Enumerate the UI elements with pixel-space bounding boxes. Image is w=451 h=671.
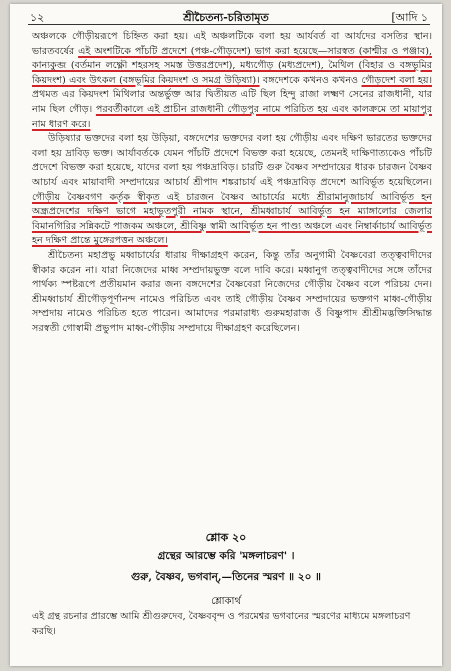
underlined-text-segment: এই অংশটিকে পাঁচটি প্রদেশে (পঞ্চ-গৌড়দেশ) ভাগ করা হয়েছে—সারস্বত (কাশ্মীর ও পঞ্জাব), কান্যকুব্জ (বর্তমান লক্ষ্ণৌ শহরসহ সমস্ত উত্তরপ্রদেশ), মধ্যগৌড় (মধ্যপ্রদেশ), মৈথিল (বিহার ও বঙ্গভূমির কিয়দংশ) এবং উৎকল (বঙ্গভূমির কিয়দংশ ও সমগ্র উড়িষ্যা)। bbox=[32, 45, 433, 86]
header-rule bbox=[28, 24, 430, 25]
purport-paragraph-2 bbox=[32, 132, 432, 249]
purport-paragraph-1 bbox=[32, 30, 432, 132]
translation-text: এই গ্রন্থ রচনার প্রারম্ভে আমি শ্রীগুরুদেব, বৈষ্ণববৃন্দ ও পরমেশ্বর ভগবানের স্মরণের মাধ্যমে মঙ্গলাচরণ করছি। bbox=[32, 611, 411, 637]
page-header bbox=[10, 4, 442, 26]
underlined-text-segment: গৌড়ীয় বৈষ্ণবগণ কর্তৃক স্বীকৃত এই চারজন বৈষ্ণব আচার্যের মধ্যে শ্রীরামানুজাচার্য আবির্ভূত হন অন্ধ্রপ্রদেশের দক্ষিণ ভাগে মহাভূতপুরী নামক স্থানে, শ্রীমধ্বাচার্য আবির্ভূত হন ম্যাঙ্গালোর জেলার বিমানগিরির সন্নিকটে পাজকম অঞ্চলে, শ্রীবিষ্ণু স্বামী আবির্ভূত হন পাণ্ড্য অঞ্চলে এবং নিম্বার্কাচার্য আবির্ভূত হন দক্ষিণ প্রান্তে মুঙ্গেরপত্তন অঞ্চলে। bbox=[32, 191, 432, 247]
purport-text bbox=[32, 30, 432, 336]
text-segment: শ্রীচৈতন্য মহাপ্রভু মধ্বাচার্যের ধারায় দীক্ষাগ্রহণ করেন, কিন্তু তাঁর অনুগামী বৈষ্ণবেরা তত্ত্ববাদীদের স্বীকার করেন না। যারা নিজেদের মাধ্ব সম্প্রদায়ভুক্ত বলে দাবি করে। মধ্বানুগ তত্ত্ববাদীদের সঙ্গে তাঁদের পার্থক্য স্পষ্টরূপে প্রতীয়মান করার জন্য বঙ্গদেশের বৈষ্ণবেরা নিজেদের গৌড়ীয় বৈষ্ণব বলে পরিচয় দেন। শ্রীমধ্বাচার্য শ্রীগৌড়পূর্ণানন্দ নামেও পরিচিত এবং তাই গৌড়ীয় বৈষ্ণব সম্প্রদায়ের ভক্তগণ মাধ্ব-গৌড়ীয় সম্প্রদায় নামেও পরিচিত হতে পারেন। আমাদের পরমারাধ্য গুরুমহারাজ ওঁ বিষ্ণুপাদ শ্রীশ্রীমদ্ভক্তিসিদ্ধান্ত সরস্বতী গোস্বামী প্রভুপাদ মাধ্ব-গৌড়ীয় সম্প্রদায়ে দীক্ষাগ্রহণ করেছিলেন। bbox=[32, 249, 432, 334]
translation-heading: শ্লোকার্থ bbox=[211, 596, 241, 607]
chapter-label: [আদি ১ bbox=[391, 11, 428, 24]
verse-line-1: গ্রন্থের আরম্ভে করি 'মঙ্গলাচরণ' । bbox=[157, 550, 295, 562]
text-segment: বঙ্গদেশকে কখনও কখনও bbox=[259, 74, 362, 86]
running-title: শ্রীচৈতন্য-চরিতামৃত bbox=[183, 11, 269, 24]
text-segment: প্রথমত এর কিয়দংশ মিথিলার অন্তর্ভুক্ত আর দ্বিতীয়ত এটি ছিল হিন্দু রাজা লক্ষ্মণ সেনের রাজধানী, যার নাম ছিল গৌড়। bbox=[32, 89, 432, 115]
purport-paragraph-3 bbox=[32, 249, 432, 337]
verse-line-2: গুরু, বৈষ্ণব, ভগবান্,—তিনের স্মরণ ॥ ২০ ॥ bbox=[130, 571, 321, 583]
text-segment: উড়িষ্যার ভক্তদের বলা হয় উড়িয়া, বঙ্গদেশের ভক্তদের বলা হয় গৌড়ীয় এবং দক্ষিণ ভারতের ভক্তদের বলা হয় দ্রাবিড় ভক্ত। আর্যাবর্তকে যেমন পাঁচটি প্রদেশে বিভক্ত করা হয়েছে, তেমনই দাক্ষিণাত্যকেও পাঁচটি প্রদেশে বিভক্ত করা হয়েছে, যাদের বলা হয় পঞ্চদ্রাবিড়। চারটি গুরু বৈষ্ণব সম্প্রদায়ের ধারক চারজন বৈষ্ণব আচার্য এবং মায়াবাদী সম্প্রদায়ের আচার্য শ্রীপাদ শঙ্করাচার্য এই পঞ্চদ্রাবিড় প্রদেশে আবির্ভূত হয়েছিলেন। bbox=[32, 133, 432, 188]
underlined-text-segment: গৌড়দেশ বলা হয়। bbox=[361, 74, 433, 86]
book-page bbox=[10, 4, 442, 666]
page-number: ১২ bbox=[30, 11, 45, 24]
verse-number-heading: শ্লোক ২০ bbox=[205, 531, 247, 544]
underlined-text-segment: পরবর্তীকালে এই প্রাচীন রাজধানী গৌড়পুর নামে পরিচিত হয় এবং কালক্রমে তা মায়াপুর নাম ধারণ করে। bbox=[32, 103, 432, 130]
text-segment: অঞ্চলকে গৌড়ীয়রূপে চিহ্নিত করা হয়। এই অঞ্চলটিকে বলা হয় আর্যবর্ত বা আর্যদের বসতির স্থান। ভারতবর্ষের bbox=[32, 31, 432, 57]
